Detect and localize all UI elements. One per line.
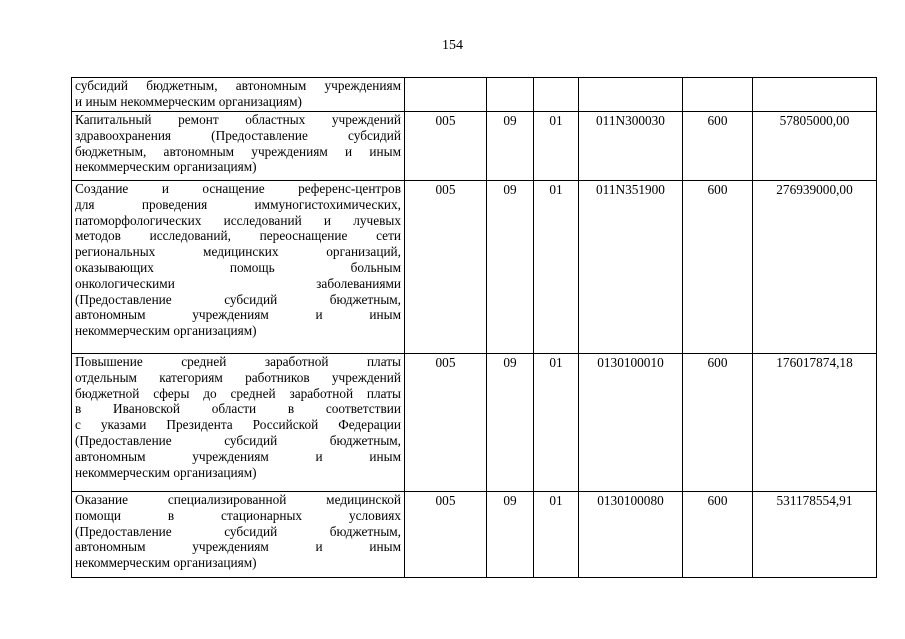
table-row [72,492,877,578]
description-line: автономным учреждениям и иным [75,448,401,464]
description-line: некоммерческим организациям) [75,159,257,175]
table-row [72,354,877,492]
section-code: 09 [487,354,534,492]
subsection-code: 01 [534,492,579,578]
row-description [72,78,405,112]
subsection-code: 01 [534,181,579,354]
description-line: субсидий бюджетным, автономным учреждениям [75,78,401,93]
ministry-code: 005 [405,354,487,492]
description-line: Создание и оснащение референс-центров [75,181,401,196]
description-line: с указами Президента Российской Федерации [75,417,401,433]
amount-value: 176017874,18 [753,354,877,492]
target-article-code [579,78,683,112]
table-row [72,181,877,354]
description-line: и иным некоммерческим организациям) [75,93,302,109]
description-line: некоммерческим организациям) [75,464,257,480]
description-line: некоммерческим организациям) [75,555,257,571]
amount-value [753,78,877,112]
row-description [72,492,405,578]
description-line: некоммерческим организациям) [75,323,257,339]
row-description [72,354,405,492]
amount-value: 531178554,91 [753,492,877,578]
description-line: (Предоставление субсидий бюджетным, [75,432,401,448]
description-line: бюджетным, автономным учреждениям и иным [75,143,401,159]
expense-type-code: 600 [683,181,753,354]
table-row [72,78,877,112]
description-line: для проведения иммуногистохимических, [75,196,401,212]
section-code [487,78,534,112]
description-line: здравоохранения (Предоставление субсидий [75,127,401,143]
target-article-code: 011N351900 [579,181,683,354]
page-number: 154 [442,38,463,53]
description-line: бюджетной сферы до средней заработной платы [75,385,401,401]
table-row [72,112,877,181]
description-line: отдельным категориям работников учреждений [75,369,401,385]
row-description [72,181,405,354]
target-article-code: 011N300030 [579,112,683,181]
target-article-code: 0130100080 [579,492,683,578]
description-line: региональных медицинских организаций, [75,244,401,260]
amount-value: 57805000,00 [753,112,877,181]
target-article-code: 0130100010 [579,354,683,492]
amount-value: 276939000,00 [753,181,877,354]
description-line: Капитальный ремонт областных учреждений [75,112,401,127]
subsection-code: 01 [534,354,579,492]
description-line: автономным учреждениям и иным [75,307,401,323]
description-line: (Предоставление субсидий бюджетным, [75,523,401,539]
section-code: 09 [487,181,534,354]
description-line: автономным учреждениям и иным [75,539,401,555]
description-line: методов исследований, переоснащение сети [75,228,401,244]
description-line: (Предоставление субсидий бюджетным, [75,291,401,307]
budget-table [71,77,877,578]
subsection-code: 01 [534,112,579,181]
expense-type-code: 600 [683,354,753,492]
expense-type-code: 600 [683,492,753,578]
description-line: онкологическими заболеваниями [75,275,401,291]
ministry-code: 005 [405,181,487,354]
section-code: 09 [487,492,534,578]
description-line: в Ивановской области в соответствии [75,401,401,417]
description-line: оказывающих помощь больным [75,259,401,275]
expense-type-code: 600 [683,112,753,181]
description-line: помощи в стационарных условиях [75,507,401,523]
expense-type-code [683,78,753,112]
description-line: патоморфологических исследований и лучевых [75,212,401,228]
ministry-code [405,78,487,112]
subsection-code [534,78,579,112]
section-code: 09 [487,112,534,181]
description-line: Оказание специализированной медицинской [75,492,401,507]
description-line: Повышение средней заработной платы [75,354,401,369]
row-description [72,112,405,181]
ministry-code: 005 [405,492,487,578]
ministry-code: 005 [405,112,487,181]
